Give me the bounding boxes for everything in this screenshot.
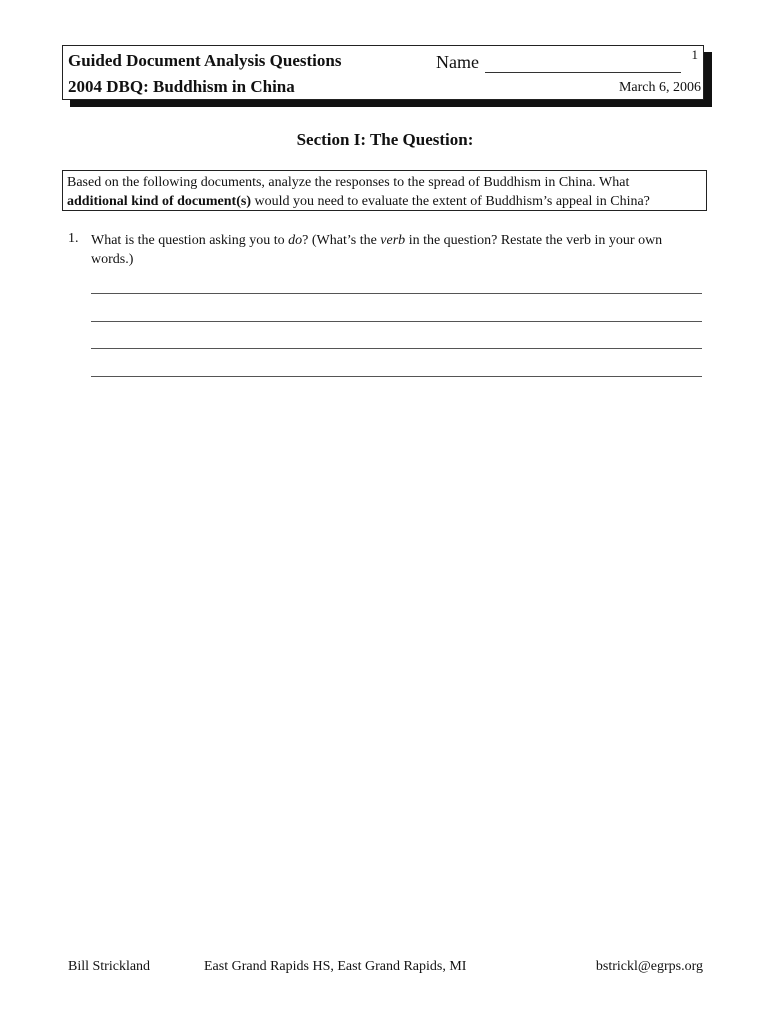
- question-1-text-part-3: in the question? Restate the verb in your own words.): [91, 233, 663, 267]
- header-box: [62, 45, 704, 100]
- question-1-text-part-1: What is the question asking you to: [91, 233, 289, 248]
- name-label: Name: [436, 52, 479, 72]
- question-1-text-part-2: ? (What’s the: [302, 233, 381, 248]
- name-field-line[interactable]: [485, 72, 681, 73]
- footer-email: bstrickl@egrps.org: [595, 959, 703, 974]
- answer-line-3[interactable]: [91, 348, 702, 349]
- document-title: Guided Document Analysis Questions: [68, 51, 342, 70]
- document-subtitle: 2004 DBQ: Buddhism in China: [68, 77, 295, 96]
- footer-author: Bill Strickland: [68, 959, 151, 974]
- question-box-line-1: Based on the following documents, analyze the responses to the spread of Buddhism in China. What: [67, 175, 630, 190]
- section-heading: Section I: The Question:: [296, 130, 474, 149]
- question-box: [62, 170, 707, 211]
- question-1-italic-do: do: [288, 233, 303, 248]
- footer-school: East Grand Rapids HS, East Grand Rapids, MI: [204, 959, 467, 974]
- question-1-number: 1.: [68, 231, 79, 246]
- question-box-bold-phrase: additional kind of document(s): [67, 194, 251, 209]
- answer-line-4[interactable]: [91, 376, 702, 377]
- question-1-italic-verb: verb: [380, 233, 406, 248]
- question-box-line-2: [67, 192, 702, 211]
- answer-line-1[interactable]: [91, 293, 702, 294]
- answer-line-2[interactable]: [91, 321, 702, 322]
- header-date: March 6, 2006: [618, 80, 701, 95]
- page-number: 1: [691, 47, 698, 62]
- question-box-line-2-rest: would you need to evaluate the extent of Buddhism’s appeal in China?: [250, 194, 650, 209]
- question-1-text: [91, 231, 703, 269]
